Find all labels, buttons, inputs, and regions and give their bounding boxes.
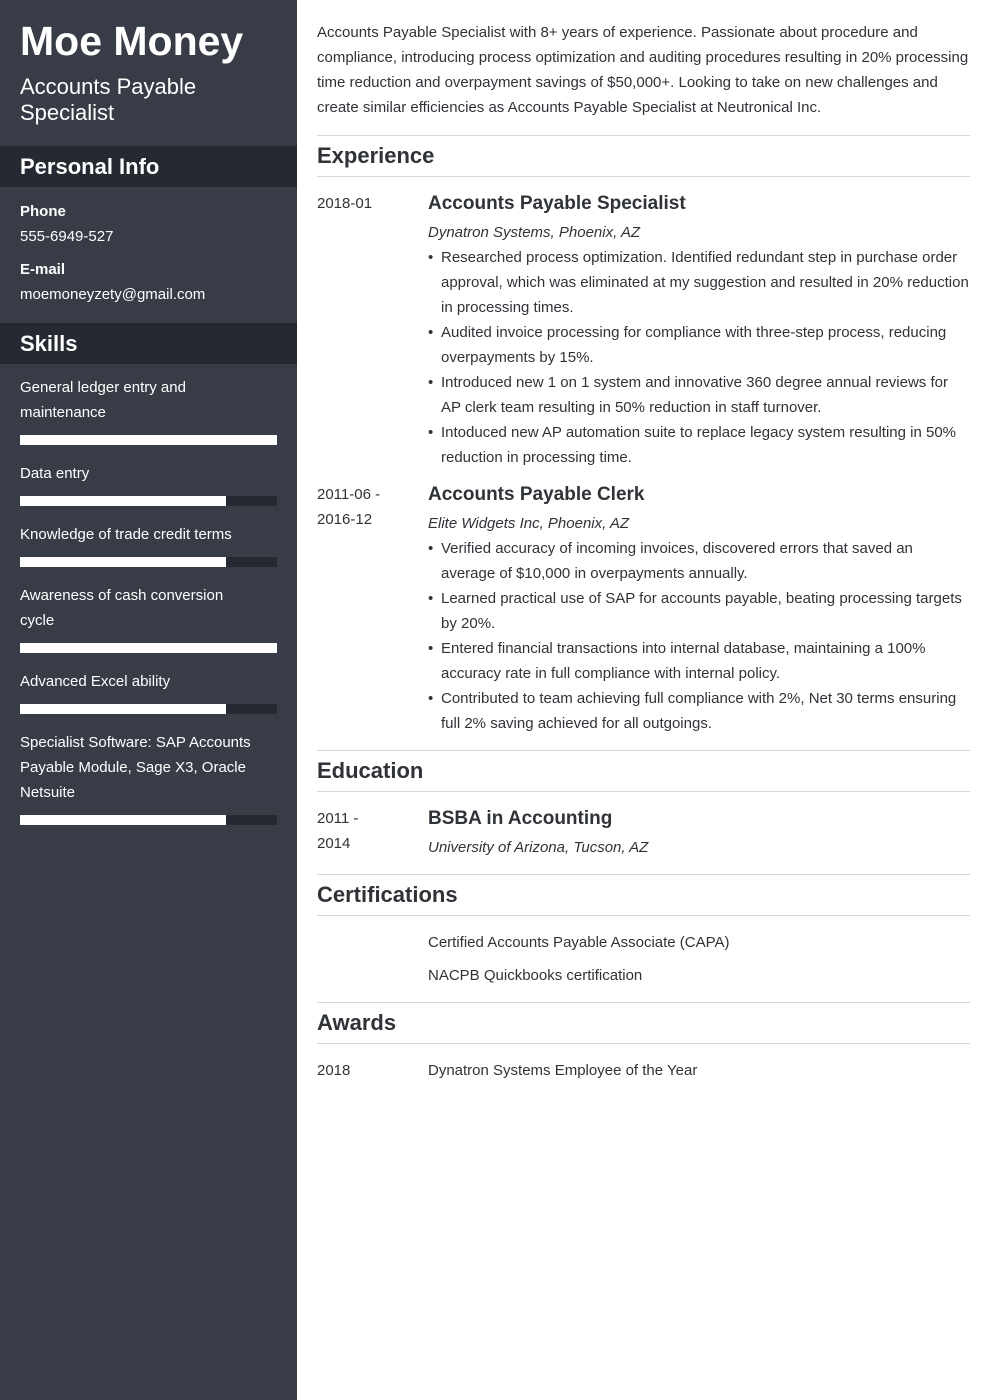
section-heading-awards: Awards: [317, 1003, 970, 1044]
skill-name: Data entry: [20, 465, 90, 482]
phone-value: 555-6949-527: [20, 228, 114, 245]
experience-entry: [317, 191, 970, 470]
school: University of Arizona, Tucson, AZ: [428, 839, 649, 856]
skill-name: General ledger entry and maintenance: [20, 379, 186, 421]
skill-item: [20, 375, 277, 445]
skills-list: [0, 364, 297, 825]
summary: Accounts Payable Specialist with 8+ years of experience. Passionate about procedure and compliance, introducing process optimization and auditing procedures resulting in 20% processing time reduction and overpayment savings of $50,000+. Looking to take on new challenges and create similar efficiencies as Accounts Payable Specialist at Neutronical Inc.: [317, 24, 969, 116]
skill-level-bar: [20, 643, 277, 653]
award-entry: [317, 1058, 970, 1083]
award-name: Dynatron Systems Employee of the Year: [428, 1062, 698, 1079]
skill-level-fill: [20, 704, 226, 714]
skill-name: Advanced Excel ability: [20, 673, 171, 690]
entry-date: 2018: [317, 1062, 351, 1079]
skill-name: Specialist Software: SAP Accounts Payable Module, Sage X3, Oracle Netsuite: [20, 734, 251, 801]
awards-section: [317, 1002, 970, 1097]
candidate-title: Accounts Payable Specialist: [20, 74, 197, 125]
skill-item: [20, 522, 277, 567]
bullet-item: • Learned practical use of SAP for accounts payable, beating processing targets by 20%.: [428, 586, 970, 636]
skill-name: Knowledge of trade credit terms: [20, 526, 232, 543]
certifications-section: [317, 874, 970, 1002]
section-heading-education: Education: [317, 751, 970, 792]
skill-level-bar: [20, 435, 277, 445]
skill-level-bar: [20, 704, 277, 714]
sidebar: [0, 0, 297, 1400]
bullet-item: • Introduced new 1 on 1 system and innovative 360 degree annual reviews for AP clerk team resulting in 50% reduction in staff turnover.: [428, 370, 970, 420]
skill-level-bar: [20, 557, 277, 567]
experience-entry: [317, 482, 970, 736]
entry-date: 2011-06 - 2016-12: [317, 486, 381, 528]
personal-info: [0, 187, 297, 323]
bullet-item: • Contributed to team achieving full compliance with 2%, Net 30 terms ensuring full 2% saving achieved for all outgoings.: [428, 686, 970, 736]
degree: BSBA in Accounting: [428, 808, 613, 829]
skill-item: [20, 461, 277, 506]
bullet-item: • Researched process optimization. Identified redundant step in purchase order approval, which was eliminated at my suggestion and resulted in 20% reduction in processing times.: [428, 245, 970, 320]
skill-item: [20, 730, 277, 825]
skill-item: [20, 583, 277, 653]
bullet-item: • Audited invoice processing for compliance with three-step process, reducing overpayments by 15%.: [428, 320, 970, 370]
skill-level-fill: [20, 435, 277, 445]
section-heading-certifications: Certifications: [317, 875, 970, 916]
entry-date: 2018-01: [317, 195, 373, 212]
personal-info-heading: Personal Info: [0, 146, 297, 187]
company: Elite Widgets Inc, Phoenix, AZ: [428, 515, 630, 532]
phone-label: Phone: [20, 203, 66, 220]
candidate-name: Moe Money: [20, 18, 244, 64]
certification-item: Certified Accounts Payable Associate (CAPA): [428, 934, 730, 951]
skills-heading: Skills: [0, 323, 297, 364]
skill-level-bar: [20, 815, 277, 825]
certifications-entry: [317, 930, 970, 988]
certification-item: NACPB Quickbooks certification: [428, 967, 643, 984]
email-value: moemoneyzety@gmail.com: [20, 286, 206, 303]
certifications-list: [428, 930, 970, 988]
education-section: [317, 750, 970, 874]
bullet-item: • Entered financial transactions into internal database, maintaining a 100% accuracy rate in full compliance with internal policy.: [428, 636, 970, 686]
experience-section: [317, 135, 970, 750]
job-bullets: [428, 245, 970, 470]
skill-level-fill: [20, 496, 226, 506]
job-bullets: [428, 536, 970, 736]
job-title: Accounts Payable Clerk: [428, 484, 645, 505]
name-block: [0, 0, 297, 146]
company: Dynatron Systems, Phoenix, AZ: [428, 224, 641, 241]
skill-item: [20, 669, 277, 714]
education-entry: [317, 806, 970, 860]
skill-name: Awareness of cash conversion cycle: [20, 587, 224, 629]
skill-level-fill: [20, 815, 226, 825]
entry-date: 2011 - 2014: [317, 810, 359, 852]
bullet-item: • Verified accuracy of incoming invoices, discovered errors that saved an average of $10,000 in overpayments annually.: [428, 536, 970, 586]
skill-level-fill: [20, 557, 226, 567]
section-heading-experience: Experience: [317, 136, 970, 177]
skill-level-fill: [20, 643, 277, 653]
main-content: [317, 0, 970, 1097]
skill-level-bar: [20, 496, 277, 506]
email-label: E-mail: [20, 261, 66, 278]
job-title: Accounts Payable Specialist: [428, 193, 686, 214]
bullet-item: • Intoduced new AP automation suite to replace legacy system resulting in 50% reduction in processing time.: [428, 420, 970, 470]
